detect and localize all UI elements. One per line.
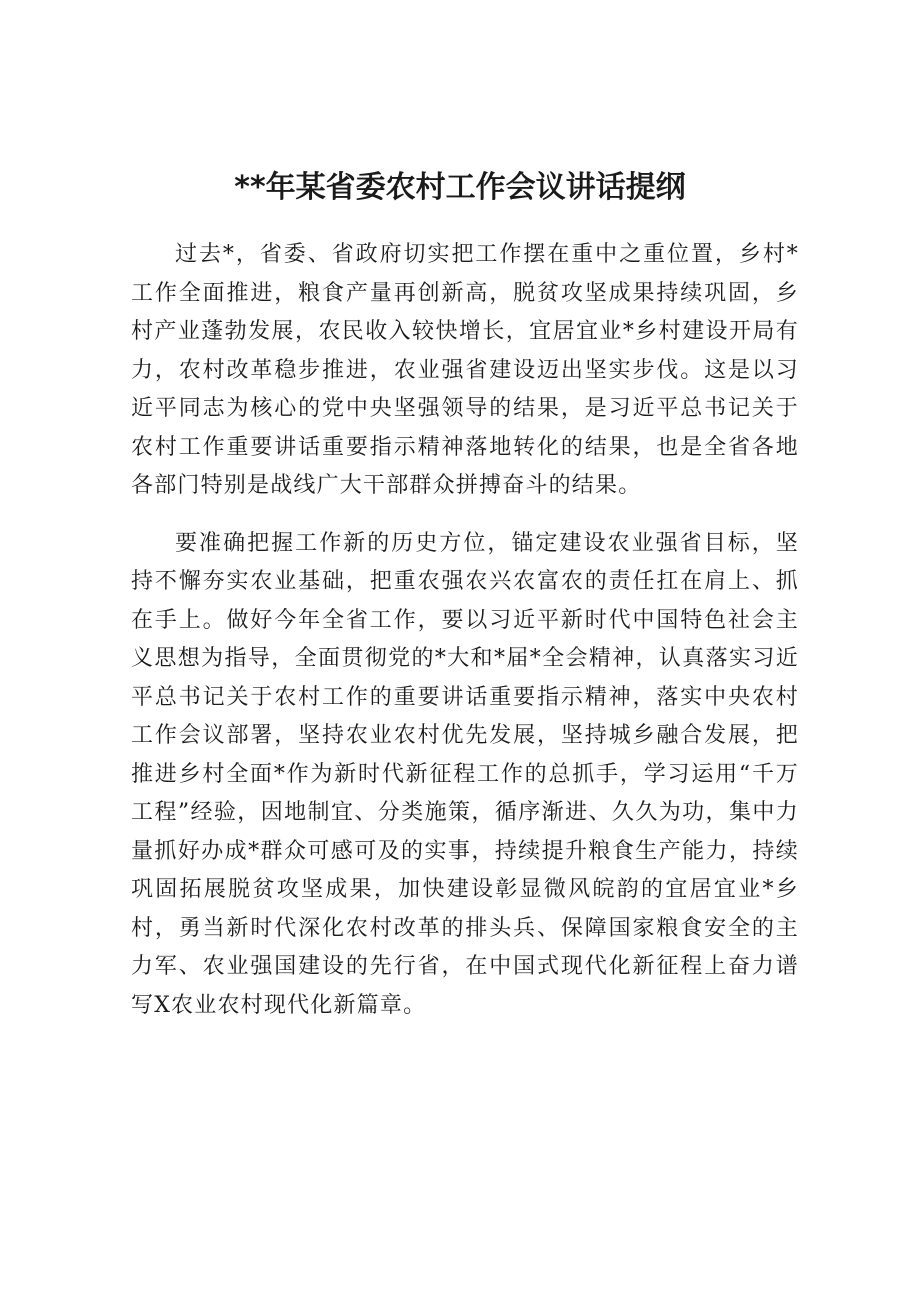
document-title: **年某省委农村工作会议讲话提纲 bbox=[234, 170, 686, 205]
body-paragraph-1: 过去*，省委、省政府切实把工作摆在重中之重位置，乡村*工作全面推进，粮食产量再创新高，脱贫攻坚成果持续巩固，乡村产业蓬勃发展，农民收入较快增长，宜居宜业*乡村建设开局有力，农村改革稳步推进，农业强省建设迈出坚实步伐。这是以习近平同志为核心的党中央坚强领导的结果，是习近平总书记关于农村工作重要讲话重要指示精神落地转化的结果，也是全省各地各部门特别是战线广大干部群众拼搏奋斗的结果。 bbox=[131, 242, 799, 498]
document-body bbox=[131, 236, 799, 1025]
body-paragraph-2: 要准确把握工作新的历史方位，锚定建设农业强省目标，坚持不懈夯实农业基础，把重农强农兴农富农的责任扛在肩上、抓在手上。做好今年全省工作，要以习近平新时代中国特色社会主义思想为指导，全面贯彻党的*大和*届*全会精神，认真落实习近平总书记关于农村工作的重要讲话重要指示精神，落实中央农村工作会议部署，坚持农业农村优先发展，坚持城乡融合发展，把推进乡村全面*作为新时代新征程工作的总抓手，学习运用“千万工程”经验，因地制宜、分类施策，循序渐进、久久为功，集中力量抓好办成*群众可感可及的实事，持续提升粮食生产能力，持续巩固拓展脱贫攻坚成果，加快建设彰显微风皖韵的宜居宜业*乡村，勇当新时代深化农村改革的排头兵、保障国家粮食安全的主力军、农业强国建设的先行省，在中国式现代化新征程上奋力谱写X农业农村现代化新篇章。 bbox=[131, 530, 799, 1018]
